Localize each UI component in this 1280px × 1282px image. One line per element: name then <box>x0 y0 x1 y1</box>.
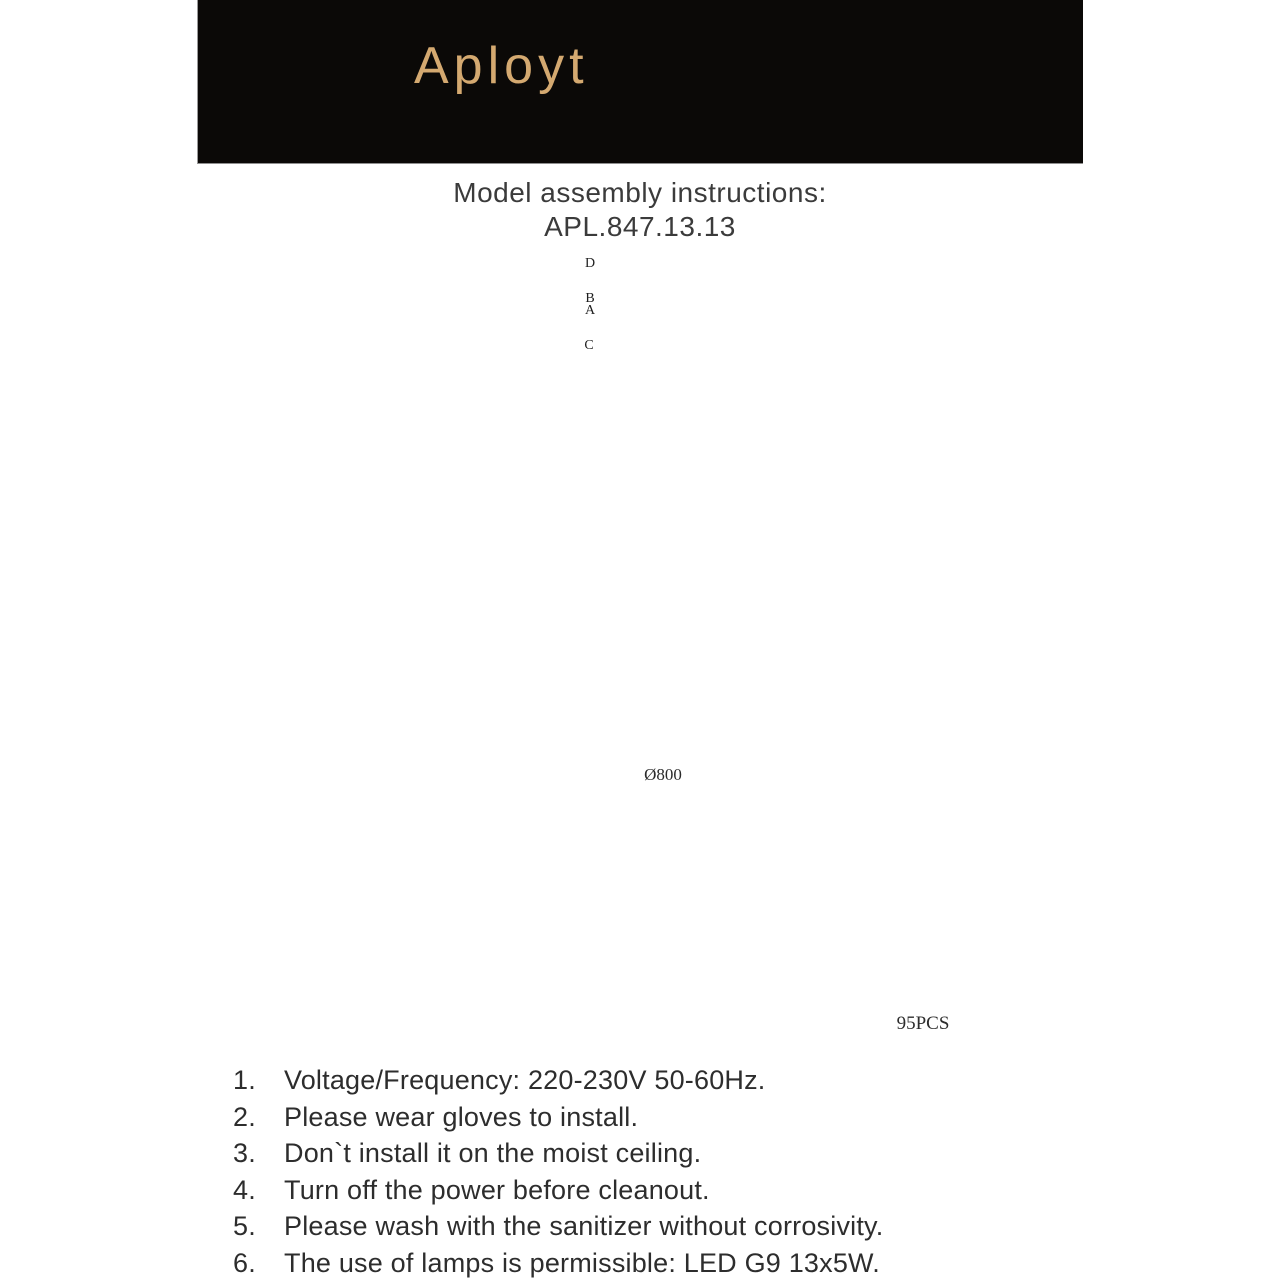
assembly-diagram <box>0 250 1280 1060</box>
item-number: 4. <box>233 1174 256 1205</box>
list-item <box>233 1245 1093 1282</box>
model-number: APL.847.13.13 <box>544 211 736 242</box>
part-label-a: A <box>584 303 596 318</box>
item-number: 2. <box>233 1101 256 1132</box>
item-number: 3. <box>233 1138 256 1169</box>
page-title: Model assembly instructions: <box>453 177 827 208</box>
item-text: Voltage/Frequency: 220-230V 50-60Hz. <box>284 1065 766 1095</box>
banner-decoration <box>198 0 1083 163</box>
part-label-d: D <box>584 256 596 271</box>
item-text: Please wear gloves to install. <box>284 1101 639 1132</box>
diameter-label: Ø800 <box>644 765 682 784</box>
item-text: Don`t install it on the moist ceiling. <box>284 1138 702 1169</box>
list-item <box>233 1062 1093 1099</box>
brand-name: Aployt <box>414 37 589 95</box>
item-number: 6. <box>233 1247 256 1278</box>
instruction-list <box>233 1062 1093 1282</box>
item-number: 1. <box>233 1065 256 1095</box>
list-item <box>233 1208 1093 1245</box>
item-text: The use of lamps is permissible: LED G9 13x5W. <box>284 1247 880 1278</box>
item-number: 5. <box>233 1211 256 1242</box>
list-item <box>233 1135 1093 1172</box>
part-label-c: C <box>584 338 594 353</box>
part-label-b: B <box>585 291 595 306</box>
title-block <box>0 176 1280 244</box>
item-text: Turn off the power before cleanout. <box>284 1174 710 1205</box>
item-text: Please wash with the sanitizer without corrosivity. <box>284 1211 884 1242</box>
brand-banner <box>197 0 1083 164</box>
strand-count-label: 95PCS <box>896 1013 950 1034</box>
list-item <box>233 1172 1093 1209</box>
list-item <box>233 1099 1093 1136</box>
